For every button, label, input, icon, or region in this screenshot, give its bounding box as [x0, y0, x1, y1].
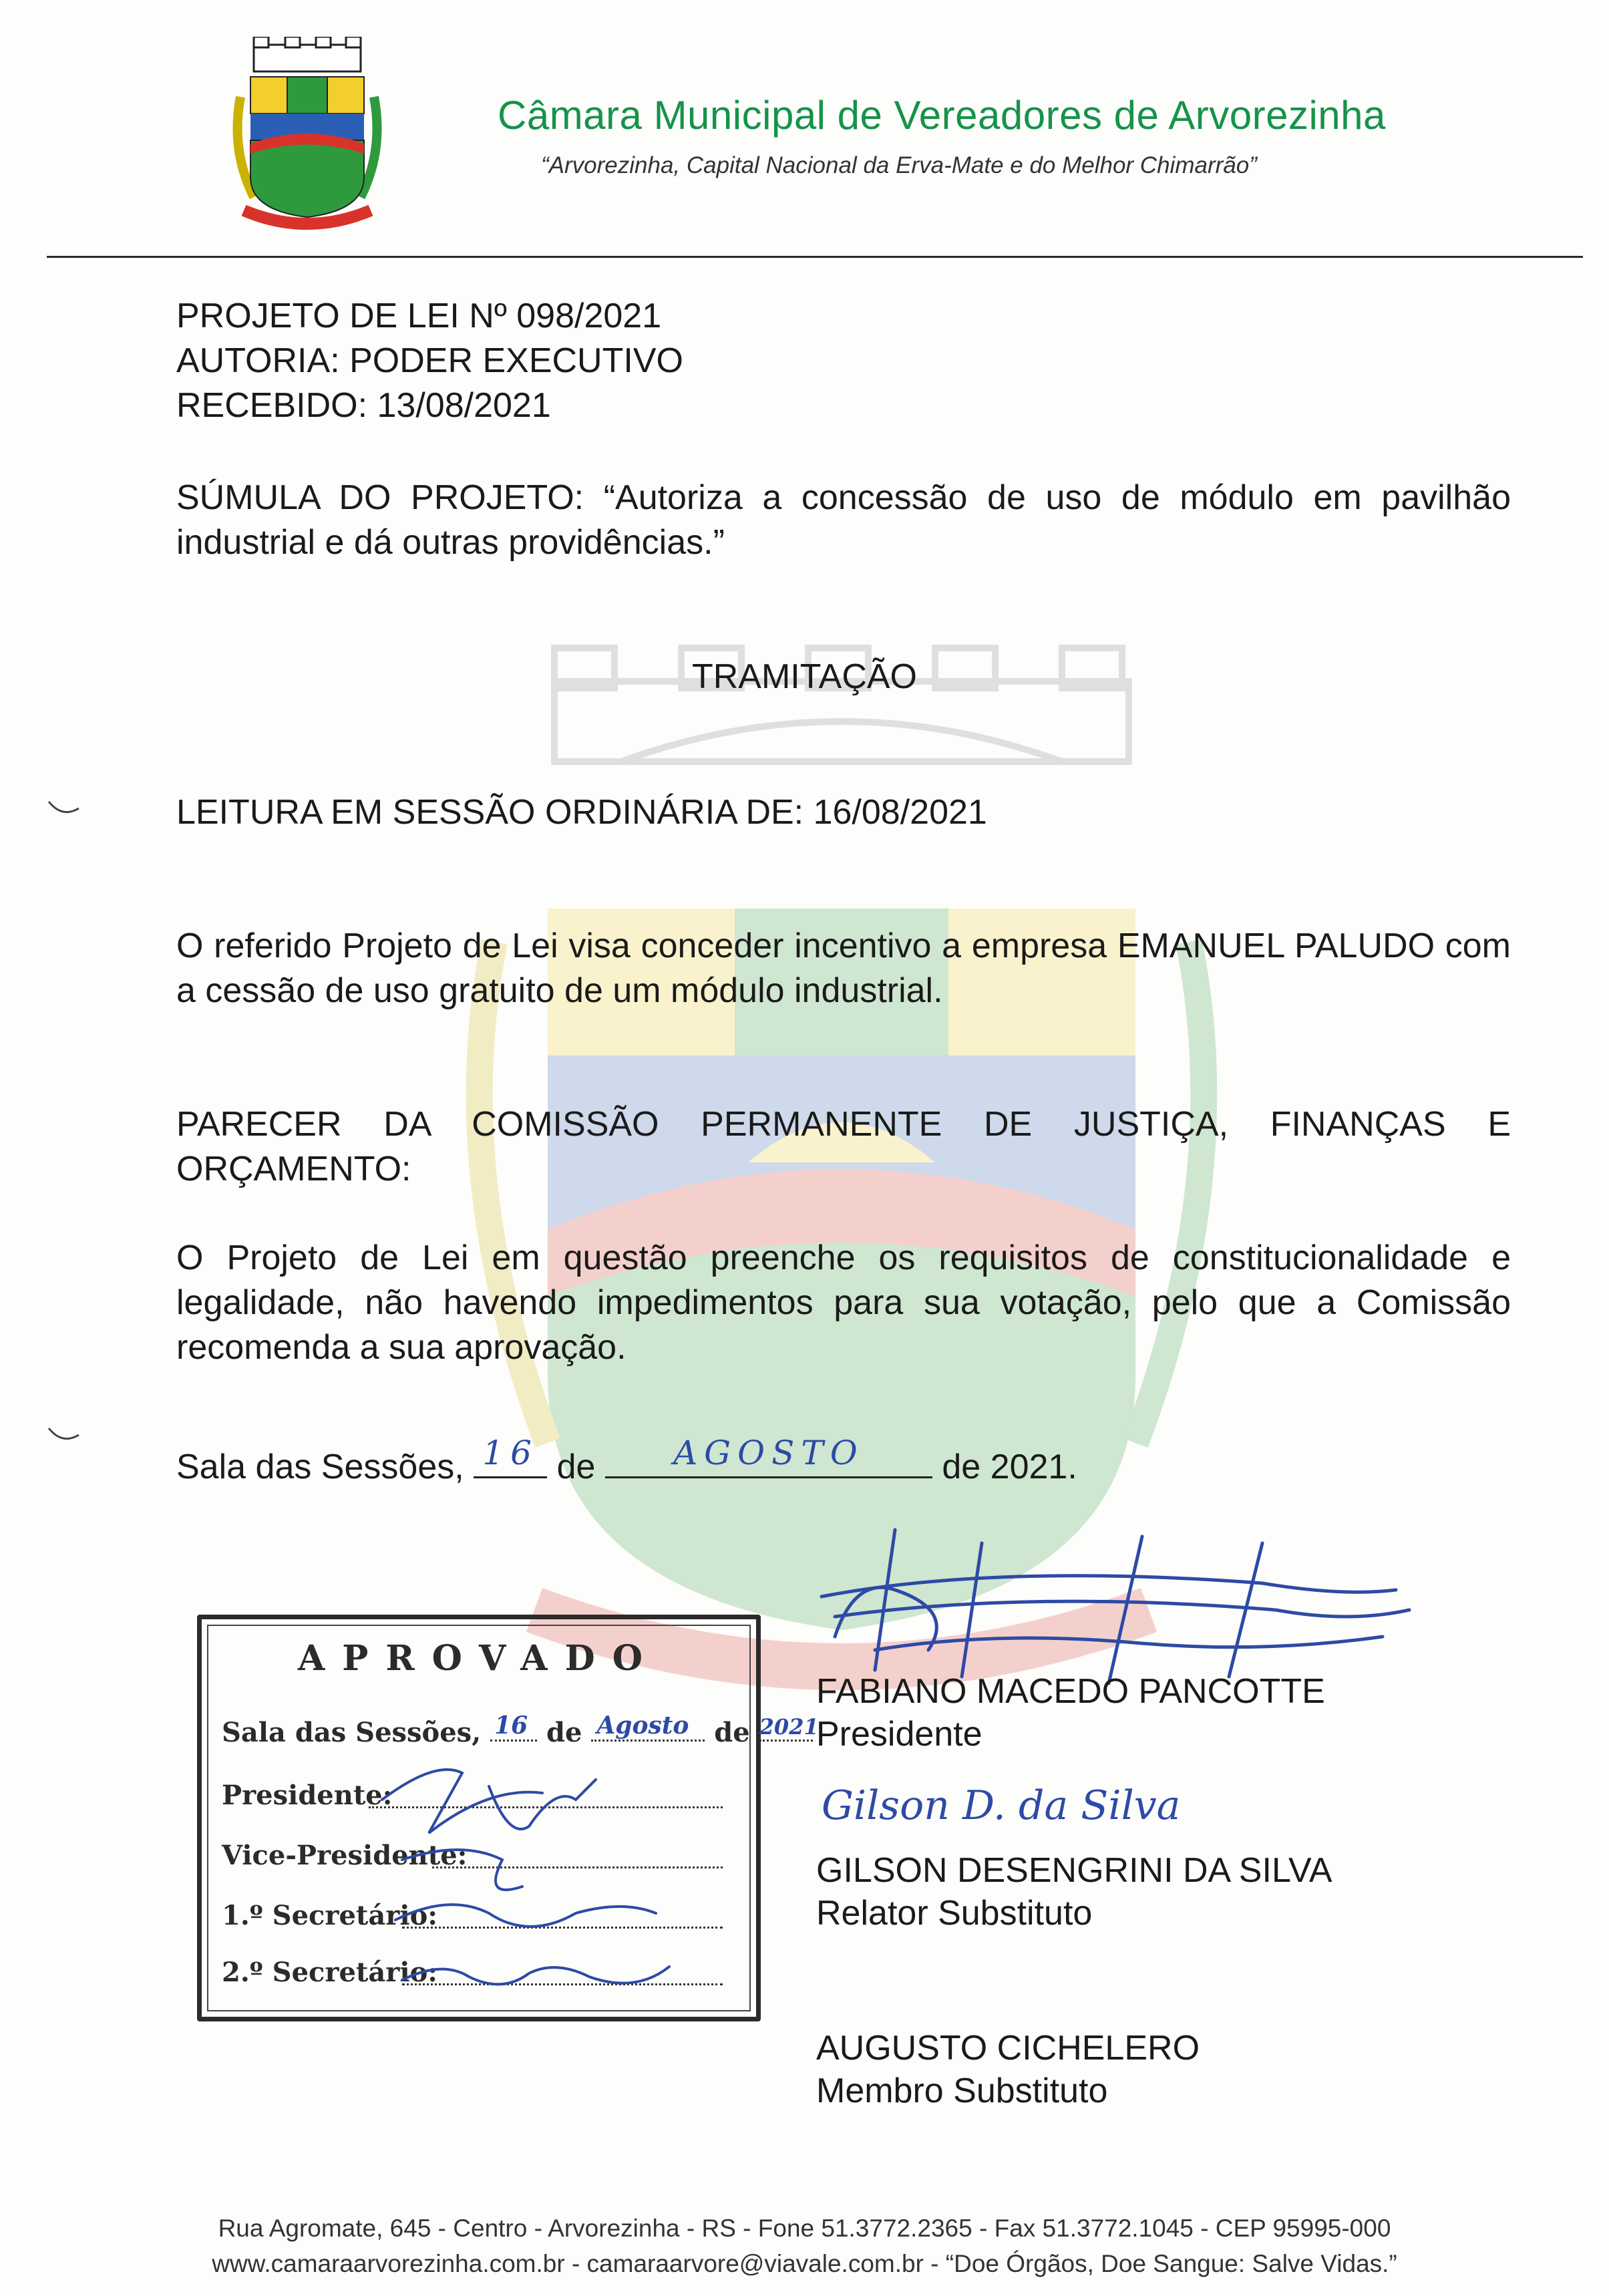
stamp-sec1-label: 1.º Secretário:: [222, 1900, 438, 1931]
reading-date: LEITURA EM SESSÃO ORDINÁRIA DE: 16/08/2021: [176, 793, 987, 832]
footer-address: Rua Agromate, 645 - Centro - Arvorezinha - RS - Fone 51.3772.2365 - Fax 51.3772.1045 - CEP 95995-000: [218, 2215, 1391, 2242]
stamp-year: 2021: [759, 1714, 819, 1740]
stamp-title: APROVADO: [297, 1638, 661, 1679]
session-date-line: [176, 1434, 1077, 1487]
signatory-name: GILSON DESENGRINI DA SILVA: [816, 1851, 1332, 1890]
stamp-year-blank: [759, 1713, 819, 1742]
project-description: O referido Projeto de Lei visa conceder incentivo a empresa EMANUEL PALUDO com a cessão de uso gratuito de um módulo industrial.: [176, 927, 1511, 1010]
signatory-role: Presidente: [816, 1715, 982, 1754]
footer-contact: www.camaraarvorezinha.com.br - camaraarvore@viavale.com.br - “Doe Órgãos, Doe Sangue: Salve Vidas.”: [212, 2250, 1397, 2277]
header-divider: [47, 256, 1583, 258]
month-blank: [605, 1434, 932, 1478]
stamp-day-blank: [490, 1713, 537, 1742]
stamp-de: de: [546, 1717, 582, 1748]
president-signature: [795, 1516, 1429, 1690]
crest-logo: [224, 37, 391, 237]
project-author: AUTORIA: PODER EXECUTIVO: [176, 341, 683, 380]
org-motto: “Arvorezinha, Capital Nacional da Erva-Mate e do Melhor Chimarrão”: [541, 152, 1257, 178]
session-date-suffix: de 2021.: [942, 1448, 1077, 1486]
signatory-name: AUGUSTO CICHELERO: [816, 2029, 1200, 2068]
project-number: PROJETO DE LEI Nº 098/2021: [176, 297, 662, 335]
scan-mark: [45, 795, 85, 822]
session-date-connector: de: [556, 1448, 596, 1486]
stamp-session-label: Sala das Sessões,: [222, 1717, 482, 1748]
scan-mark: [45, 1422, 85, 1448]
signatory-role: Relator Substituto: [816, 1894, 1093, 1933]
stamp-de2: de: [714, 1717, 750, 1748]
org-name: Câmara Municipal de Vereadores de Arvorezinha: [498, 93, 1386, 138]
stamp-session-line: [222, 1711, 819, 1748]
stamp-month: Agosto: [596, 1711, 689, 1740]
stamp-month-blank: [591, 1713, 705, 1742]
stamp-sec2-label: 2.º Secretário:: [222, 1957, 438, 1988]
day-blank: [474, 1434, 547, 1478]
stamp-president-label: Presidente:: [222, 1780, 393, 1811]
approval-stamp: [197, 1615, 819, 2021]
stamp-vice-label: Vice-Presidente:: [222, 1840, 468, 1871]
stamp-day: 16: [494, 1711, 528, 1740]
handwritten-day: 16: [482, 1434, 538, 1472]
opinion-text: O Projeto de Lei em questão preenche os requisitos de constitucionalidade e legalidade, não havendo impedimentos para sua votação, pelo que a Comissão recomenda a sua aprovação.: [176, 1239, 1511, 1367]
signatory-name: FABIANO MACEDO PANCOTTE: [816, 1672, 1325, 1711]
handwritten-month: AGOSTO: [673, 1434, 864, 1472]
stamp-signatures: [355, 1746, 743, 2007]
signatory-role: Membro Substituto: [816, 2072, 1108, 2110]
session-date-prefix: Sala das Sessões,: [176, 1448, 464, 1486]
tramitacao-title: TRAMITAÇÃO: [691, 657, 918, 696]
project-summary: SÚMULA DO PROJETO: “Autoriza a concessão de uso de módulo em pavilhão industrial e dá outras providências.”: [176, 478, 1511, 562]
project-received: RECEBIDO: 13/08/2021: [176, 386, 551, 425]
opinion-heading: PARECER DA COMISSÃO PERMANENTE DE JUSTIÇA, FINANÇAS E ORÇAMENTO:: [176, 1105, 1511, 1188]
relator-signature: Gilson D. da Silva: [822, 1782, 1181, 1829]
